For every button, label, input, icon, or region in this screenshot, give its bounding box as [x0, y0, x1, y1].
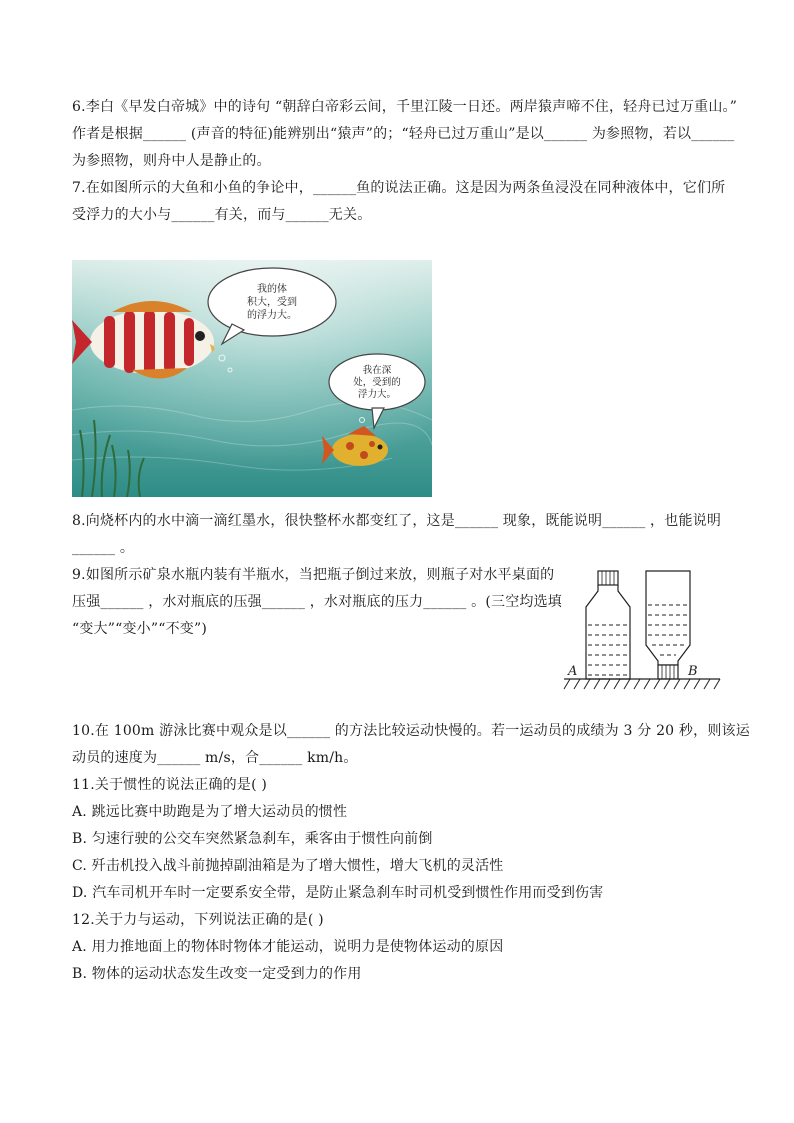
q8-line-1: 8.向烧杯内的水中滴一滴红墨水，很快整杯水都变红了，这是______ 现象，既能说明______ ，也能说明 — [72, 513, 722, 529]
big-fish-speech-line-1: 我的体 — [257, 284, 287, 295]
label-a: A — [568, 664, 578, 679]
big-fish-speech-line-2: 积大，受到 — [247, 297, 297, 308]
small-fish-speech-line-3: 浮力大。 — [357, 389, 397, 400]
bottle-diagram — [560, 565, 725, 695]
q7-line-2: 受浮力的大小与______有关，而与______无关。 — [72, 207, 372, 223]
small-fish-speech-line-1: 我在深 — [362, 365, 392, 376]
q9-line-2: 压强______ ，水对瓶底的压强______ ，水对瓶底的压力______ 。(三空均选填 — [72, 594, 563, 610]
q10-line-2: 动员的速度为______ m/s，合______ km/h。 — [72, 750, 358, 766]
q12-option-b: B. 物体的运动状态发生改变一定受到力的作用 — [72, 966, 362, 982]
q7-line-1: 7.在如图所示的大鱼和小鱼的争论中，______鱼的说法正确。这是因为两条鱼浸没在同种液体中，它们所 — [72, 180, 726, 196]
q11-option-d: D. 汽车司机开车时一定要系安全带，是防止紧急刹车时司机受到惯性作用而受到伤害 — [72, 885, 604, 901]
small-fish-speech-line-2: 处，受到的 — [353, 377, 401, 388]
q12-option-a: A. 用力推地面上的物体时物体才能运动，说明力是使物体运动的原因 — [72, 939, 504, 955]
q9-line-3: “变大”“变小”“不变”) — [72, 621, 208, 637]
q6-line-3: 为参照物，则舟中人是静止的。 — [72, 153, 271, 169]
q11-option-a: A. 跳远比赛中助跑是为了增大运动员的惯性 — [72, 804, 348, 820]
q12-stem: 12.关于力与运动，下列说法正确的是( ) — [72, 912, 324, 928]
q6-line-1: 6.李白《早发白帝城》中的诗句 “朝辞白帝彩云间，千里江陵一日还。两岸猿声啼不住，轻舟已过万重山。” — [72, 99, 738, 115]
q11-option-c: C. 歼击机投入战斗前抛掉副油箱是为了增大惯性，增大飞机的灵活性 — [72, 858, 504, 874]
fish-debate-image — [72, 260, 432, 497]
q10-line-1: 10.在 100m 游泳比赛中观众是以______ 的方法比较运动快慢的。若一运动员的成绩为 3 分 20 秒，则该运 — [72, 723, 750, 739]
q11-option-b: B. 匀速行驶的公交车突然紧急刹车，乘客由于惯性向前倒 — [72, 831, 433, 847]
q9-line-1: 9.如图所示矿泉水瓶内装有半瓶水，当把瓶子倒过来放，则瓶子对水平桌面的 — [72, 567, 555, 583]
label-b: B — [688, 664, 698, 679]
bottle-b — [646, 571, 690, 679]
big-fish-speech-line-3: 的浮力大。 — [247, 310, 297, 321]
q8-line-2: ______ 。 — [72, 540, 135, 556]
bottle-a — [586, 571, 630, 679]
q11-stem: 11.关于惯性的说法正确的是( ) — [72, 777, 268, 793]
q6-line-2: 作者是根据______ (声音的特征)能辨别出“猿声”的；“轻舟已过万重山”是以______ 为参照物，若以______ — [72, 126, 735, 142]
